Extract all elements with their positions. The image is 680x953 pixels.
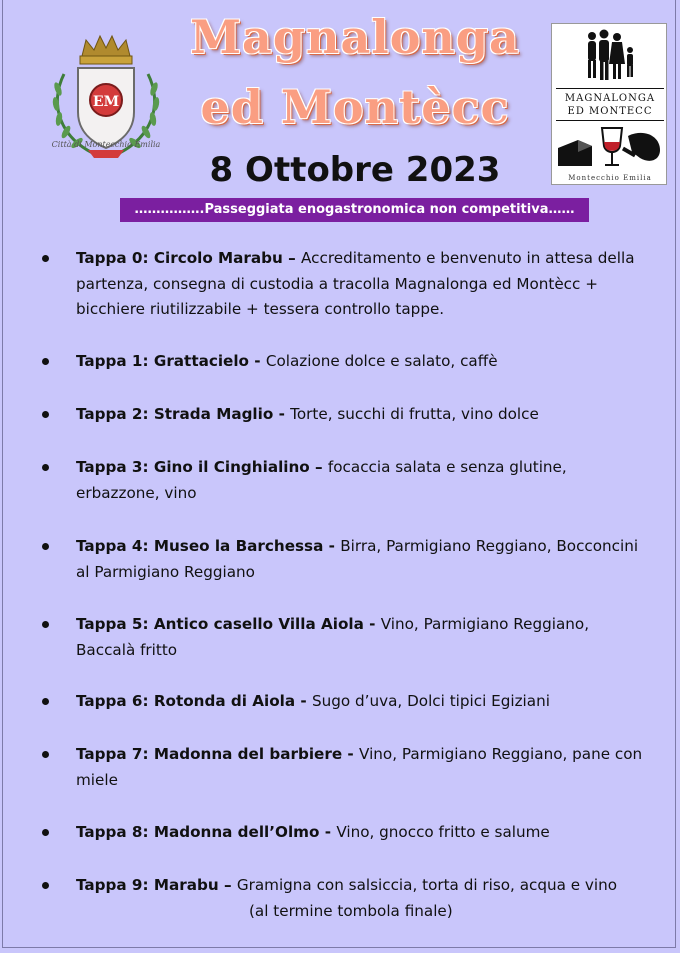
stage-separator: –: [282, 249, 302, 267]
stage-separator: -: [319, 823, 337, 841]
bullet-icon: [42, 698, 49, 705]
bullet-icon: [42, 543, 49, 550]
stage-separator: –: [218, 876, 237, 894]
crest-caption: Città di Montecchio Emilia: [51, 140, 161, 149]
stage-description: Vino, gnocco fritto e salume: [336, 823, 550, 841]
logo-caption: Montecchio Emilia: [568, 174, 652, 182]
stage-text: [76, 349, 646, 375]
svg-text:EM: EM: [92, 94, 120, 110]
stage-description: Sugo d’uva, Dolci tipici Egiziani: [312, 692, 550, 710]
bullet-icon: [42, 358, 49, 365]
stage-name: Tappa 8: Madonna dell’Olmo: [76, 823, 320, 841]
stage-description: Vino, Parmigiano Reggiano, Baccalà fritto: [76, 615, 590, 659]
subtitle-banner: …………….Passeggiata enogastronomica non competitiva……: [120, 198, 589, 222]
stage-name: Tappa 4: Museo la Barchessa: [76, 537, 324, 555]
stage-note: (al termine tombola finale): [249, 901, 453, 920]
event-title-line1: Magnalonga: [190, 10, 520, 64]
stage-text: [76, 246, 646, 323]
cheese-wine-ham-icon: [552, 122, 668, 174]
bullet-icon: [42, 882, 49, 889]
stage-name: Tappa 1: Grattacielo: [76, 352, 249, 370]
stage-separator: -: [363, 615, 381, 633]
bullet-icon: [42, 255, 49, 262]
stage-text: [76, 534, 646, 585]
stage-text: [76, 612, 646, 663]
stage-separator: -: [342, 745, 360, 763]
event-logo: [551, 23, 667, 185]
stage-text: [76, 689, 646, 715]
logo-text-line2: ED MONTECC: [567, 106, 653, 117]
stage-description: Torte, succhi di frutta, vino dolce: [290, 405, 539, 423]
stage-name: Tappa 7: Madonna del barbiere: [76, 745, 343, 763]
stage-text: [76, 402, 646, 428]
stage-name: Tappa 3: Gino il Cinghialino: [76, 458, 310, 476]
stage-text: [76, 455, 646, 506]
stage-name: Tappa 9: Marabu: [76, 876, 219, 894]
stage-separator: -: [273, 405, 291, 423]
stage-separator: -: [248, 352, 266, 370]
stage-text: [76, 820, 646, 846]
stage-name: Tappa 2: Strada Maglio: [76, 405, 274, 423]
event-title-line2: ed Montècc: [200, 80, 510, 134]
stage-description: Birra, Parmigiano Reggiano, Bocconcini al Parmigiano Reggiano: [76, 537, 639, 581]
bullet-icon: [42, 411, 49, 418]
stage-description: Gramigna con salsiccia, torta di riso, acqua e vino: [236, 876, 618, 894]
stage-name: Tappa 0: Circolo Marabu: [76, 249, 283, 267]
event-date: 8 Ottobre 2023: [209, 150, 501, 190]
stage-description: Colazione dolce e salato, caffè: [265, 352, 498, 370]
logo-text-line1: MAGNALONGA: [564, 93, 656, 104]
bullet-icon: [42, 464, 49, 471]
stage-description: Accreditamento e benvenuto in attesa della partenza, consegna di custodia a tracolla Magnalonga ed Montècc + bicchiere riutilizzabile + tessera controllo tappe.: [76, 249, 635, 318]
stage-name: Tappa 5: Antico casello Villa Aiola: [76, 615, 364, 633]
bullet-icon: [42, 751, 49, 758]
logo-divider: [556, 88, 664, 89]
bullet-icon: [42, 621, 49, 628]
stage-description: focaccia salata e senza glutine, erbazzone, vino: [76, 458, 567, 502]
stage-separator: –: [309, 458, 328, 476]
stage-separator: -: [295, 692, 313, 710]
stage-text: [76, 742, 646, 793]
walking-family-icon: [552, 26, 668, 86]
stage-text: [76, 873, 646, 924]
stage-description: Vino, Parmigiano Reggiano, pane con miele: [76, 745, 643, 789]
stage-name: Tappa 6: Rotonda di Aiola: [76, 692, 296, 710]
stage-separator: -: [323, 537, 341, 555]
logo-divider: [556, 120, 664, 121]
bullet-icon: [42, 829, 49, 836]
